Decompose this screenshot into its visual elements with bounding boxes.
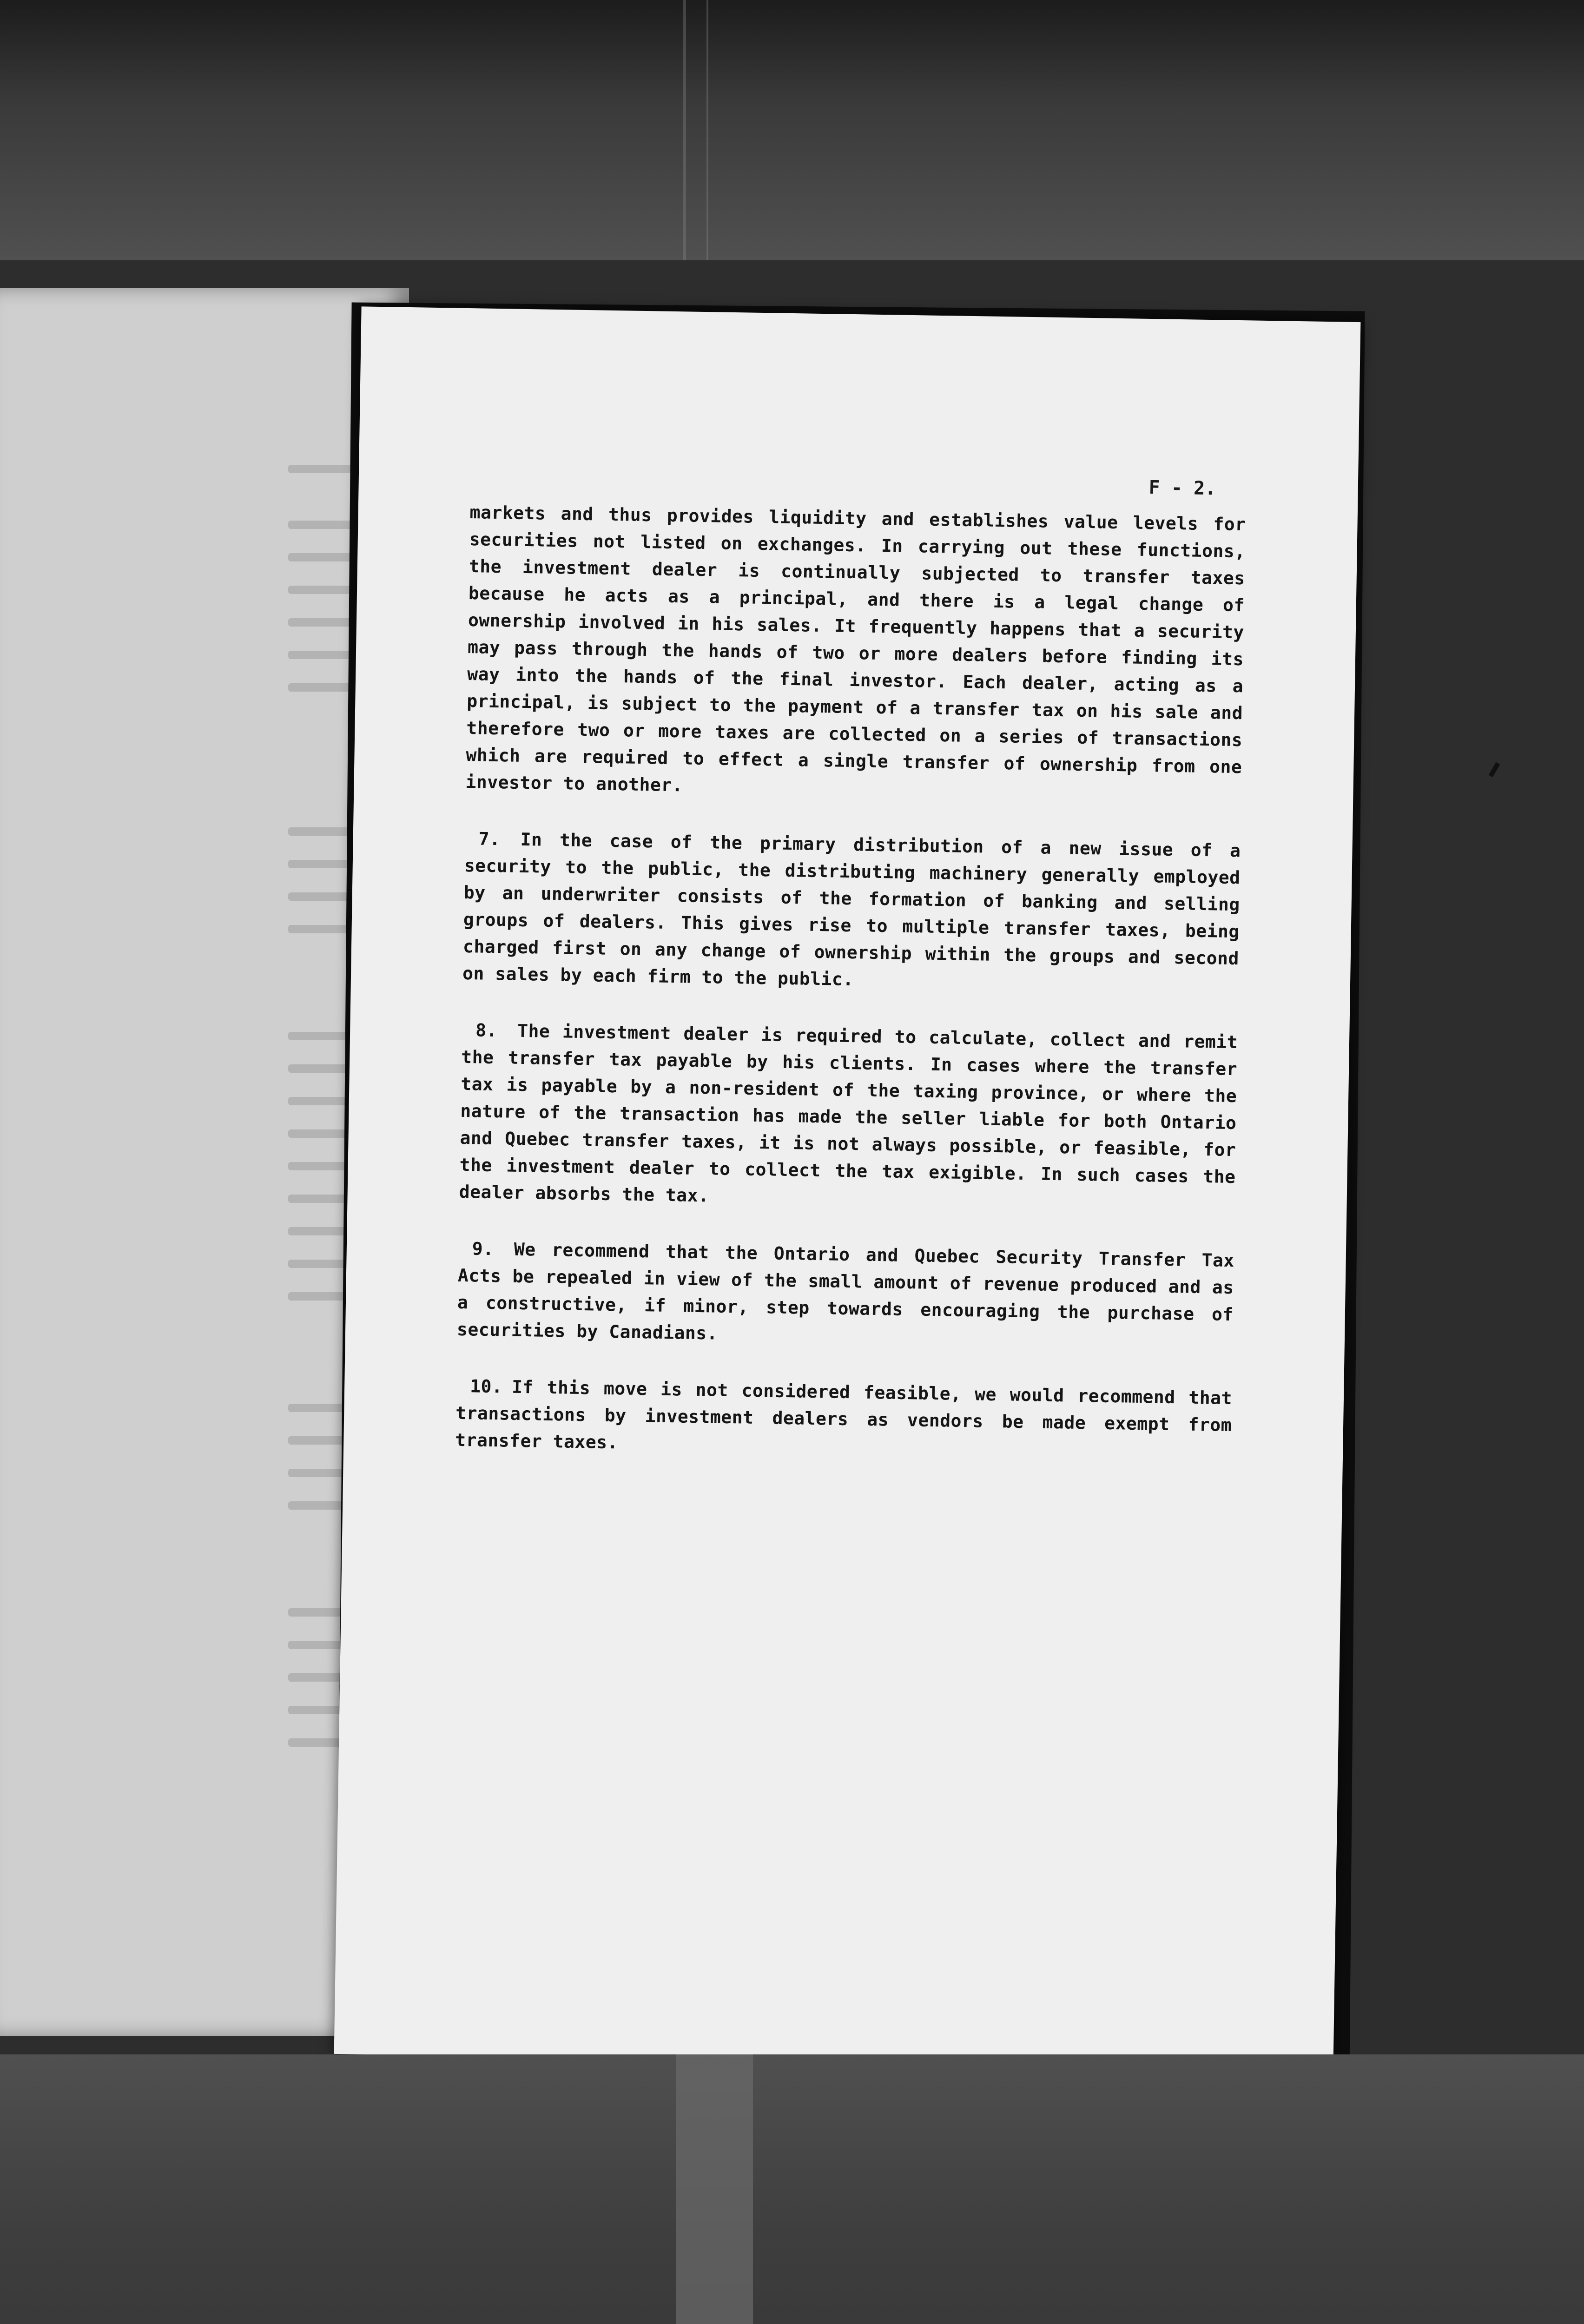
paragraph-number: 9. [472, 1238, 494, 1260]
paragraph-number: 10. [469, 1376, 503, 1397]
paragraph-number: 8. [475, 1020, 498, 1041]
document-body [455, 499, 1246, 1495]
paragraph-text: The investment dealer is required to calculate, collect and remit the transfer tax payable by his clients. In cases where the transfer tax is payable by a non-resident of the taxing province, or where the nature of the transaction has made the seller liable for both Ontario and Quebec transfer taxes, it is not always possible, or feasible, for the investment dealer to collect the tax exigible. In such cases the dealer absorbs the tax. [459, 1020, 1238, 1206]
microfilm-top-margin [0, 0, 1584, 260]
document-page [334, 306, 1361, 2069]
paragraph-text: We recommend that the Ontario and Quebec Security Transfer Tax Acts be repealed in view of the small amount of revenue produced and as a constructive, if minor, step towards encouraging the purchase of securities by Canadians. [456, 1239, 1234, 1344]
stray-pen-mark [1489, 762, 1500, 778]
paragraph-continuation [465, 499, 1246, 807]
film-scratch [706, 0, 708, 260]
paragraph-9 [457, 1235, 1234, 1355]
paragraph-text: markets and thus provides liquidity and establishes value levels for securities not listed on exchanges. In carrying out these functions, the investment dealer is continually subjected to transfer taxes because he acts as a principal, and there is a legal change of ownership involved in his sales. It frequently happens that a security may pass through the hands of two or more dealers before finding its way into the hands of the final investor. Each dealer, acting as a principal, is subject to the payment of a transfer tax on his sale and therefore two or more taxes are collected on a series of transactions which are required to effect a single transfer of ownership from one investor to another. [465, 502, 1246, 796]
page-number: F - 2. [1148, 477, 1216, 500]
paragraph-text: If this move is not considered feasible, we would recommend that transactions by investment dealers as vendors be made exempt from transfer taxes. [455, 1376, 1233, 1453]
adhesive-tape [676, 2054, 753, 2324]
paragraph-10 [455, 1373, 1233, 1466]
paragraph-number: 7. [478, 828, 501, 850]
paragraph-text: In the case of the primary distribution of a new issue of a security to the public, the distributing machinery generally employed by an underwriter consists of the formation of banking and selling groups of dealers. This gives rise to multiple transfer taxes, being charged first on any change of ownership within the groups and second on sales by each firm to the public. [462, 829, 1241, 990]
microfilm-bottom-margin [0, 2054, 1584, 2324]
film-scratch [683, 0, 686, 260]
paragraph-8 [459, 1017, 1238, 1217]
paragraph-7 [462, 825, 1241, 999]
